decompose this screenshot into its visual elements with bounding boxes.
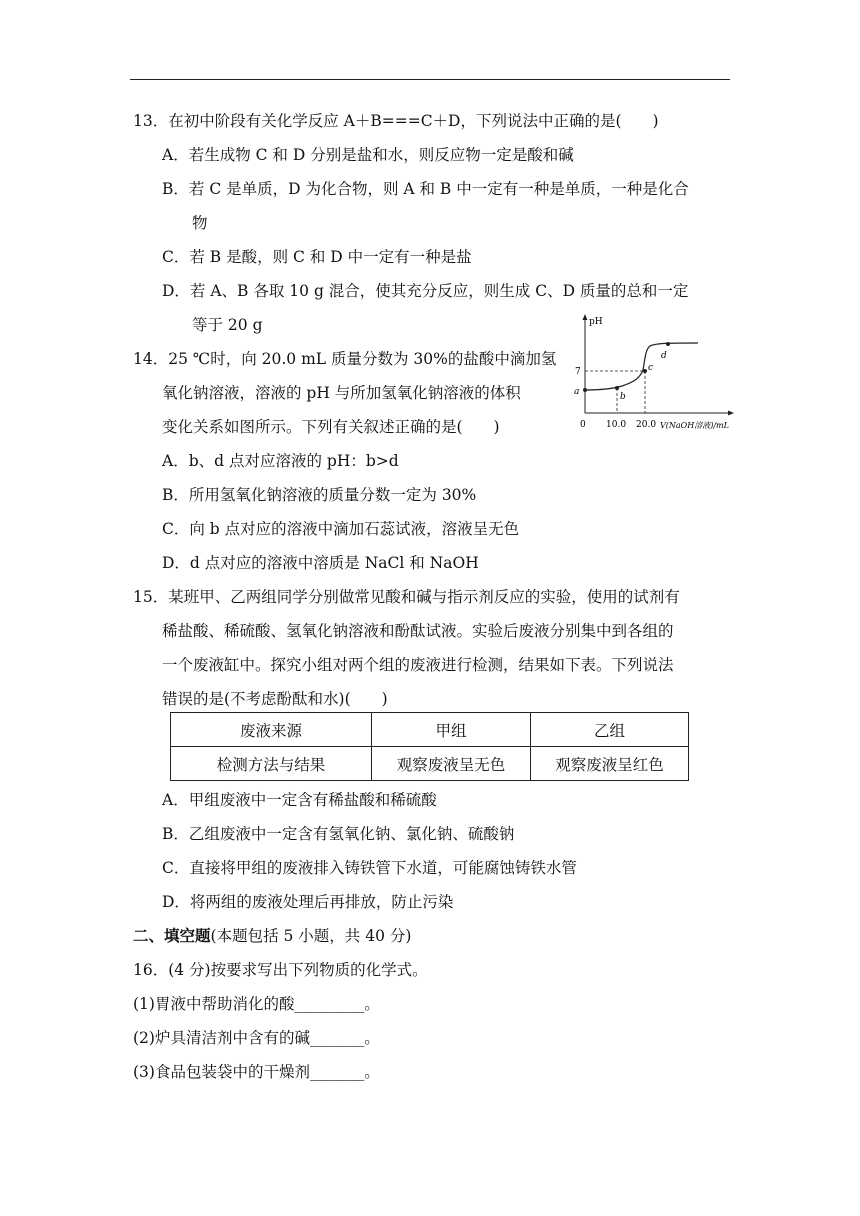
q14-stem-2: 氧化钠溶液，溶液的 pH 与所加氢氧化钠溶液的体积 [162, 384, 521, 402]
header-rule [130, 79, 730, 80]
x-tick-10: 10.0 [606, 420, 627, 430]
point-a [583, 388, 587, 392]
q13-option-c: C．若 B 是酸，则 C 和 D 中一定有一种是盐 [162, 248, 472, 266]
table-cell: 观察废液呈红色 [531, 747, 689, 781]
q13-stem: 13．在初中阶段有关化学反应 A＋B===C＋D，下列说法中正确的是( ) [133, 112, 659, 130]
table-cell: 乙组 [531, 713, 689, 747]
q14-option-d: D．d 点对应的溶液中溶质是 NaCl 和 NaOH [162, 554, 479, 572]
q16-part-3: (3)食品包装袋中的干燥剂_______。 [133, 1063, 380, 1081]
table-row [171, 747, 689, 781]
table-cell: 检测方法与结果 [171, 747, 372, 781]
x-axis-arrow [728, 411, 734, 416]
ph-curve [585, 343, 698, 390]
x-tick-20: 20.0 [636, 420, 657, 430]
label-b: b [620, 392, 626, 402]
q15-option-c: C．直接将甲组的废液排入铸铁管下水道，可能腐蚀铸铁水管 [162, 859, 577, 877]
y-axis-arrow [583, 314, 588, 320]
q14-option-b: B．所用氢氧化钠溶液的质量分数一定为 30% [162, 486, 477, 504]
q16-stem: 16．(4 分)按要求写出下列物质的化学式。 [133, 961, 428, 979]
table-cell: 观察废液呈无色 [372, 747, 531, 781]
table-cell: 甲组 [372, 713, 531, 747]
origin-label: 0 [580, 420, 586, 430]
q15-stem-3: 一个废液缸中。探究小组对两个组的废液进行检测，结果如下表。下列说法 [162, 656, 674, 674]
point-b [615, 386, 619, 390]
q16-part-1: (1)胃液中帮助消化的酸_________。 [133, 995, 380, 1013]
point-d [666, 342, 670, 346]
q13-option-b: B．若 C 是单质，D 为化合物，则 A 和 B 中一定有一种是单质，一种是化合 [162, 180, 689, 198]
label-c: c [648, 363, 654, 373]
q13-option-d: D．若 A、B 各取 10 g 混合，使其充分反应，则生成 C、D 质量的总和一定 [162, 282, 689, 300]
q15-stem-2: 稀盐酸、稀硫酸、氢氧化钠溶液和酚酞试液。实验后废液分别集中到各组的 [162, 622, 674, 640]
q13-option-a: A．若生成物 C 和 D 分别是盐和水，则反应物一定是酸和碱 [162, 146, 574, 164]
q16-part-2: (2)炉具清洁剂中含有的碱_______。 [133, 1029, 380, 1047]
q14-stem-1: 14．25 ℃时，向 20.0 mL 质量分数为 30%的盐酸中滴加氢 [133, 350, 557, 368]
q15-stem-1: 15．某班甲、乙两组同学分别做常见酸和碱与指示剂反应的实验，使用的试剂有 [133, 588, 680, 606]
waste-table [170, 712, 689, 781]
ph-titration-graph [570, 310, 750, 435]
section-title: 二、填空题 [133, 926, 211, 945]
point-c [643, 369, 647, 373]
q14-option-a: A．b、d 点对应溶液的 pH：b>d [162, 452, 399, 470]
section-heading [133, 925, 411, 947]
q14-option-c: C．向 b 点对应的溶液中滴加石蕊试液，溶液呈无色 [162, 520, 520, 538]
x-axis-label: V(NaOH溶液)/mL [660, 421, 729, 430]
y-axis-label: pH [589, 317, 603, 327]
q15-option-d: D．将两组的废液处理后再排放，防止污染 [162, 893, 454, 911]
label-d: d [661, 351, 667, 361]
table-cell: 废液来源 [171, 713, 372, 747]
label-a: a [574, 387, 580, 397]
y-tick-7: 7 [575, 367, 581, 377]
table-row [171, 713, 689, 747]
q13-option-d-cont: 等于 20 g [192, 316, 263, 334]
q15-option-b: B．乙组废液中一定含有氢氧化钠、氯化钠、硫酸钠 [162, 825, 515, 843]
section-note: (本题包括 5 小题，共 40 分) [210, 927, 412, 945]
q15-stem-4: 错误的是(不考虑酚酞和水)( ) [162, 690, 388, 708]
q15-option-a: A．甲组废液中一定含有稀盐酸和稀硫酸 [162, 791, 437, 809]
q14-stem-3: 变化关系如图所示。下列有关叙述正确的是( ) [162, 418, 500, 436]
q13-option-b-cont: 物 [192, 214, 208, 232]
